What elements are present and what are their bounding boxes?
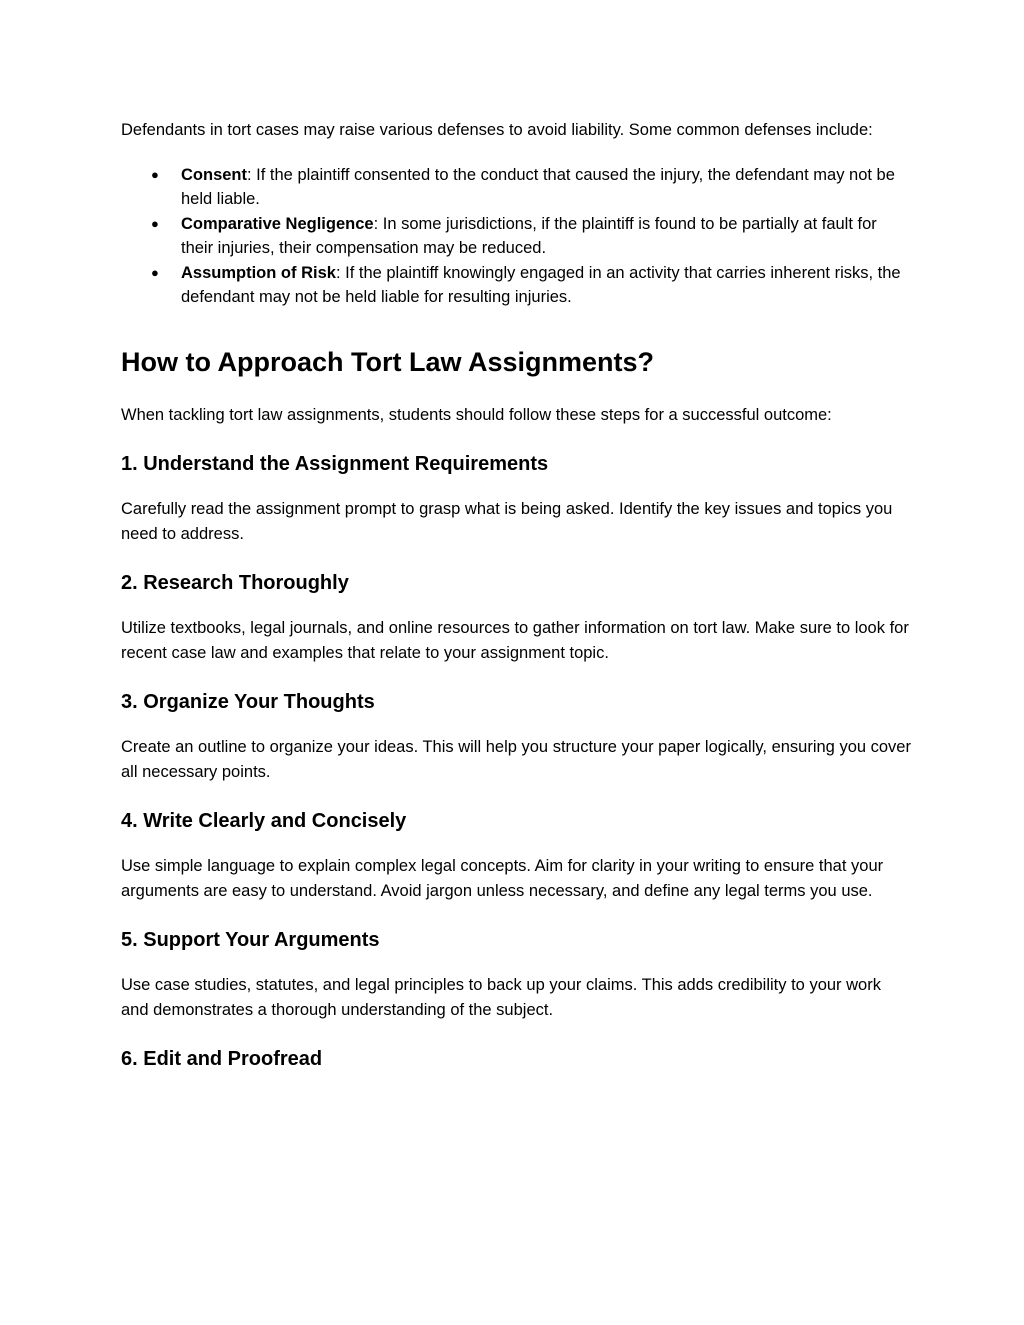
- defense-term: Assumption of Risk: [181, 263, 336, 282]
- step-body: Create an outline to organize your ideas. This will help you structure your paper logically, ensuring you cover all necessary points.: [121, 738, 911, 781]
- step-body: Carefully read the assignment prompt to grasp what is being asked. Identify the key issues and topics you need to address.: [121, 500, 893, 543]
- defense-description: : If the plaintiff consented to the conduct that caused the injury, the defendant may not be held liable.: [181, 165, 895, 208]
- step-heading: 5. Support Your Arguments: [121, 929, 380, 951]
- defense-description: : If the plaintiff knowingly engaged in an activity that carries inherent risks, the defendant may not be held liable for resulting injuries.: [181, 263, 901, 306]
- bullet-icon: ●: [151, 264, 159, 280]
- step-body: Use simple language to explain complex legal concepts. Aim for clarity in your writing to ensure that your arguments are easy to understand. Avoid jargon unless necessary, and define any legal terms you use.: [121, 857, 884, 900]
- step-body: Utilize textbooks, legal journals, and online resources to gather information on tort law. Make sure to look for recent case law and examples that relate to your assignment topic.: [121, 619, 909, 662]
- step-heading: 3. Organize Your Thoughts: [121, 691, 375, 713]
- list-item: [121, 163, 911, 212]
- intro-paragraph: Defendants in tort cases may raise various defenses to avoid liability. Some common defenses include:: [121, 121, 873, 139]
- step-5: [121, 927, 911, 1022]
- section-heading: How to Approach Tort Law Assignments?: [121, 346, 655, 377]
- step-heading: 4. Write Clearly and Concisely: [121, 810, 407, 832]
- step-body: Use case studies, statutes, and legal principles to back up your claims. This adds credibility to your work and demonstrates a thorough understanding of the subject.: [121, 976, 881, 1019]
- defense-term: Consent: [181, 165, 247, 184]
- list-item: [121, 212, 911, 261]
- bullet-icon: ●: [151, 166, 159, 182]
- step-2: [121, 570, 911, 665]
- step-4: [121, 808, 911, 903]
- step-1: [121, 451, 911, 546]
- defense-description: : In some jurisdictions, if the plaintiff is found to be partially at fault for their injuries, their compensation may be reduced.: [181, 214, 877, 257]
- step-heading: 1. Understand the Assignment Requirements: [121, 453, 549, 475]
- document-page: [121, 118, 911, 1072]
- step-heading: 6. Edit and Proofread: [121, 1048, 323, 1070]
- step-6: [121, 1046, 911, 1072]
- list-item: [121, 261, 911, 310]
- step-heading: 2. Research Thoroughly: [121, 572, 349, 594]
- defense-term: Comparative Negligence: [181, 214, 374, 233]
- step-3: [121, 689, 911, 784]
- bullet-icon: ●: [151, 215, 159, 231]
- section-intro-paragraph: When tackling tort law assignments, students should follow these steps for a successful outcome:: [121, 405, 832, 424]
- defenses-list: [121, 163, 911, 310]
